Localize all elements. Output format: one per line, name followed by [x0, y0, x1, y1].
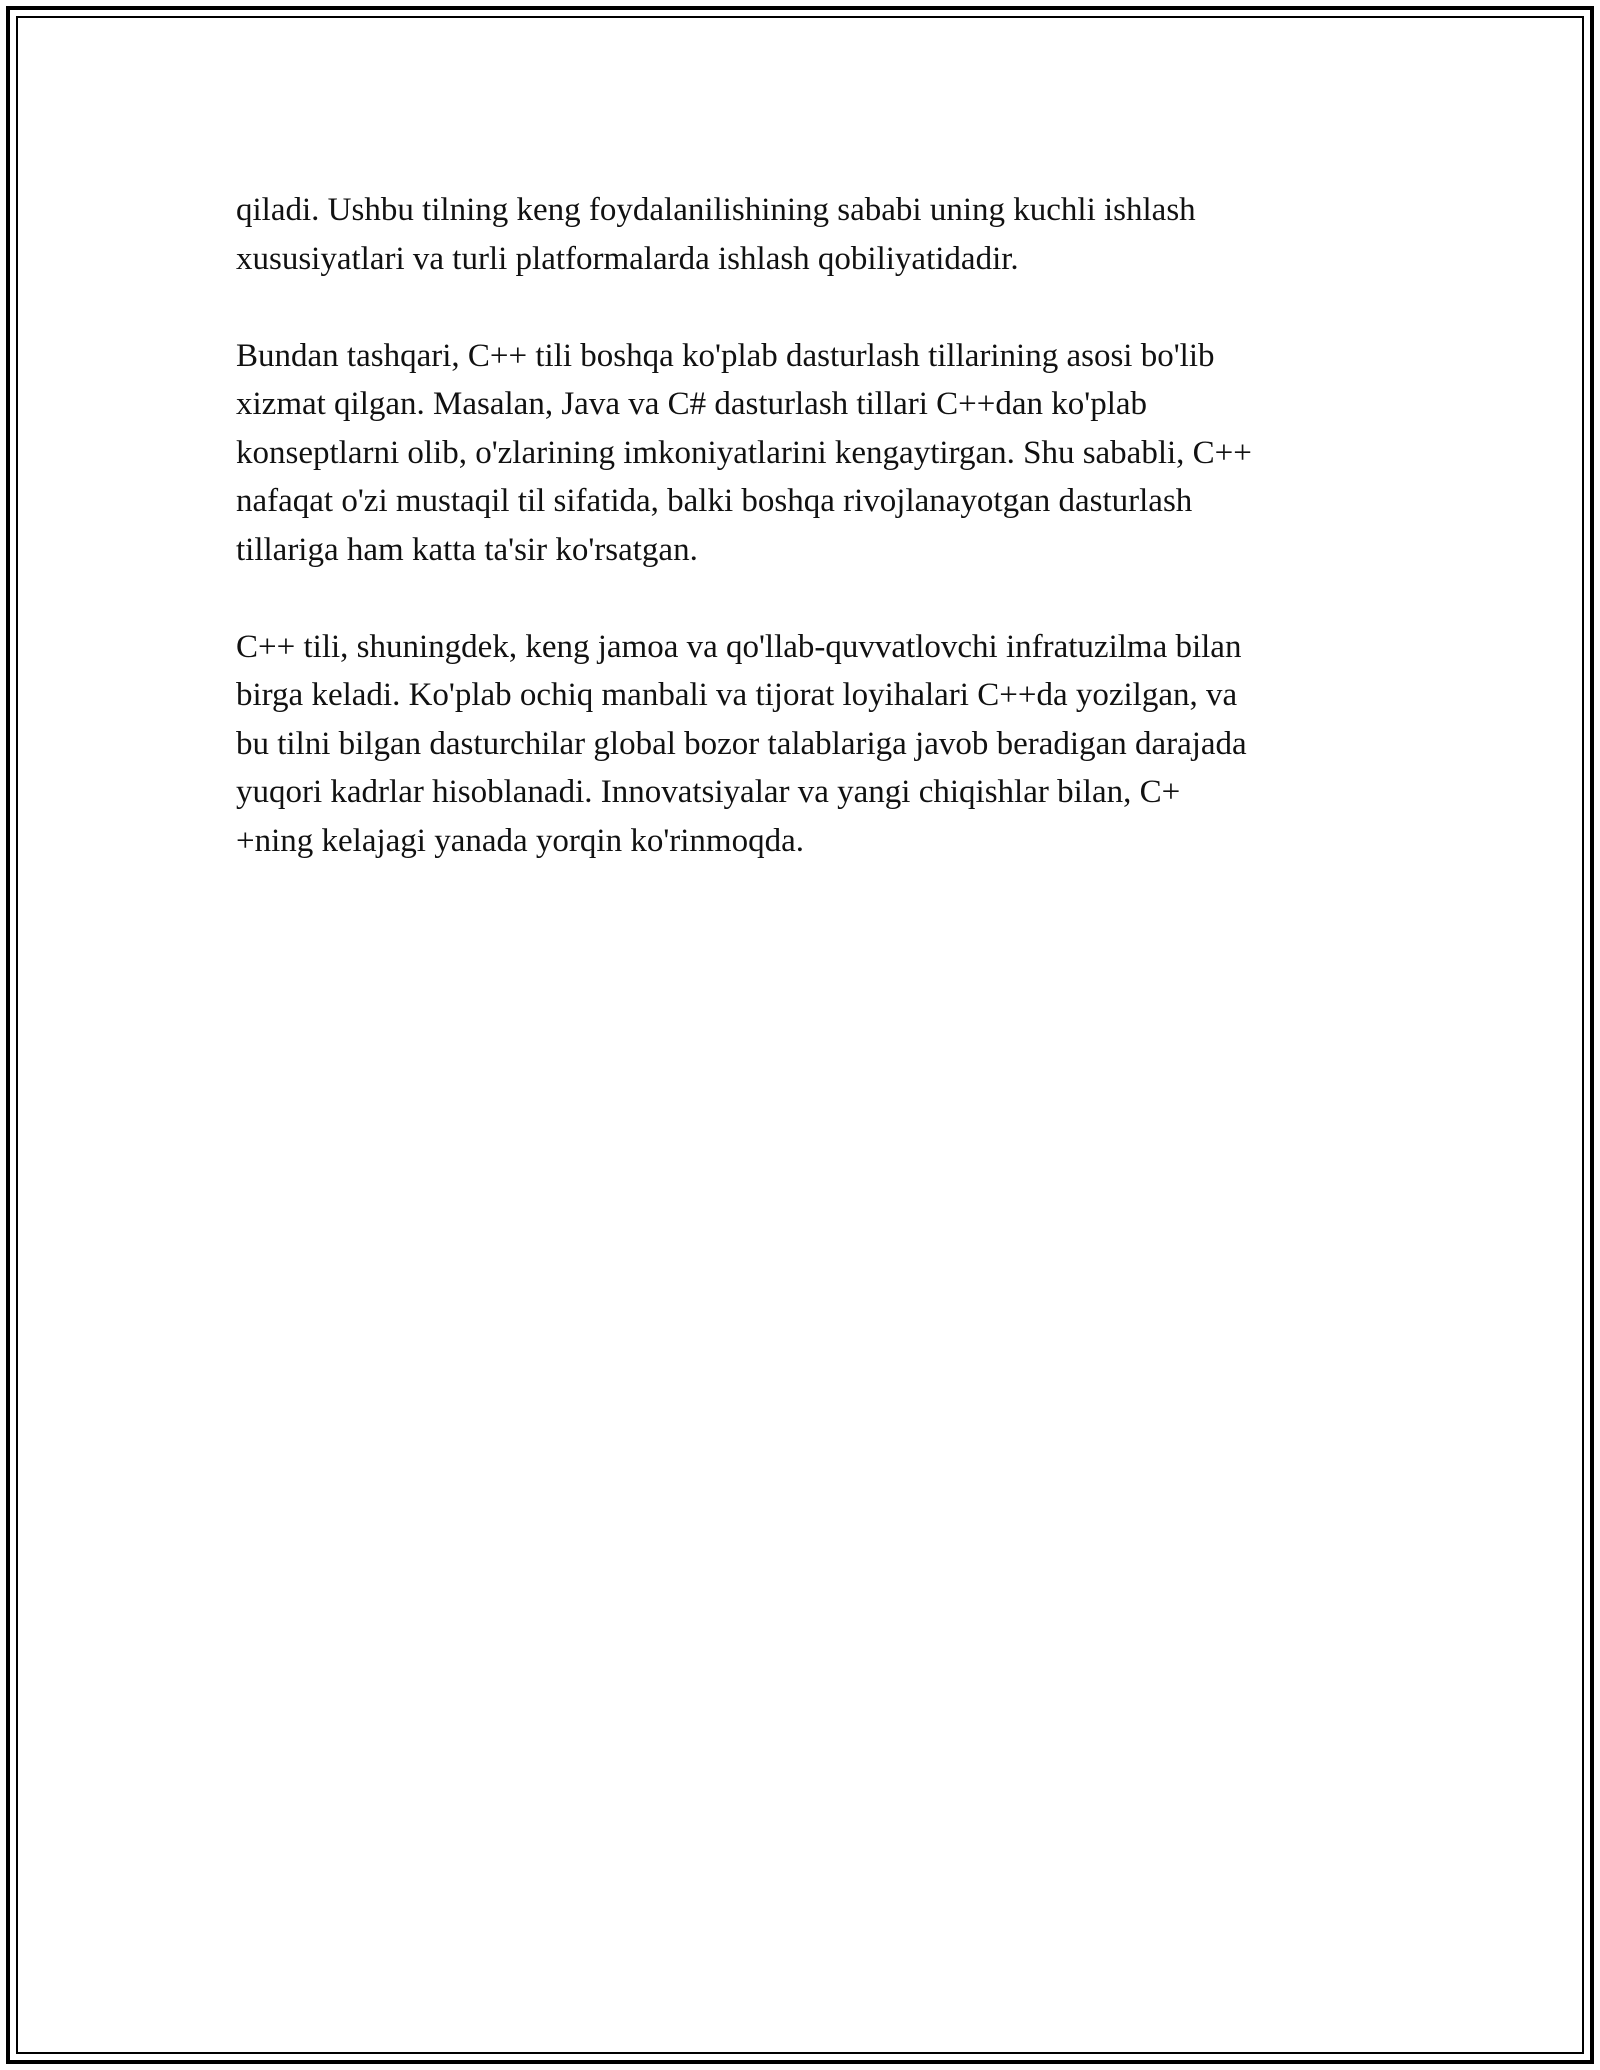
paragraph-2: Bundan tashqari, C++ tili boshqa ko'plab dasturlash tillarining asosi bo'lib xizmat qilgan. Masalan, Java va C# dasturlash tillari C++dan ko'plab konseptlarni olib, o'zlarining imkoniyatlarini kengaytirgan. Shu sababli, C++ nafaqat o'zi mustaqil til sifatida, balki boshqa rivojlanayotgan dasturlash tillariga ham katta ta'sir ko'rsatgan.	[236, 337, 1252, 568]
document-body	[236, 186, 1376, 914]
paragraph-3: C++ tili, shuningdek, keng jamoa va qo'llab-quvvatlovchi infratuzilma bilan birga keladi. Ko'plab ochiq manbali va tijorat loyihalari C++da yozilgan, va bu tilni bilgan dasturchilar global bozor talablariga javob beradigan darajada yuqori kadrlar hisoblanadi. Innovatsiyalar va yangi chiqishlar bilan, C+ +ning kelajagi yanada yorqin ko'rinmoqda.	[236, 628, 1247, 859]
paragraph-1: qiladi. Ushbu tilning keng foydalanilishining sababi uning kuchli ishlash xususiyatlari va turli platformalarda ishlash qobiliyatidadir.	[236, 192, 1196, 277]
